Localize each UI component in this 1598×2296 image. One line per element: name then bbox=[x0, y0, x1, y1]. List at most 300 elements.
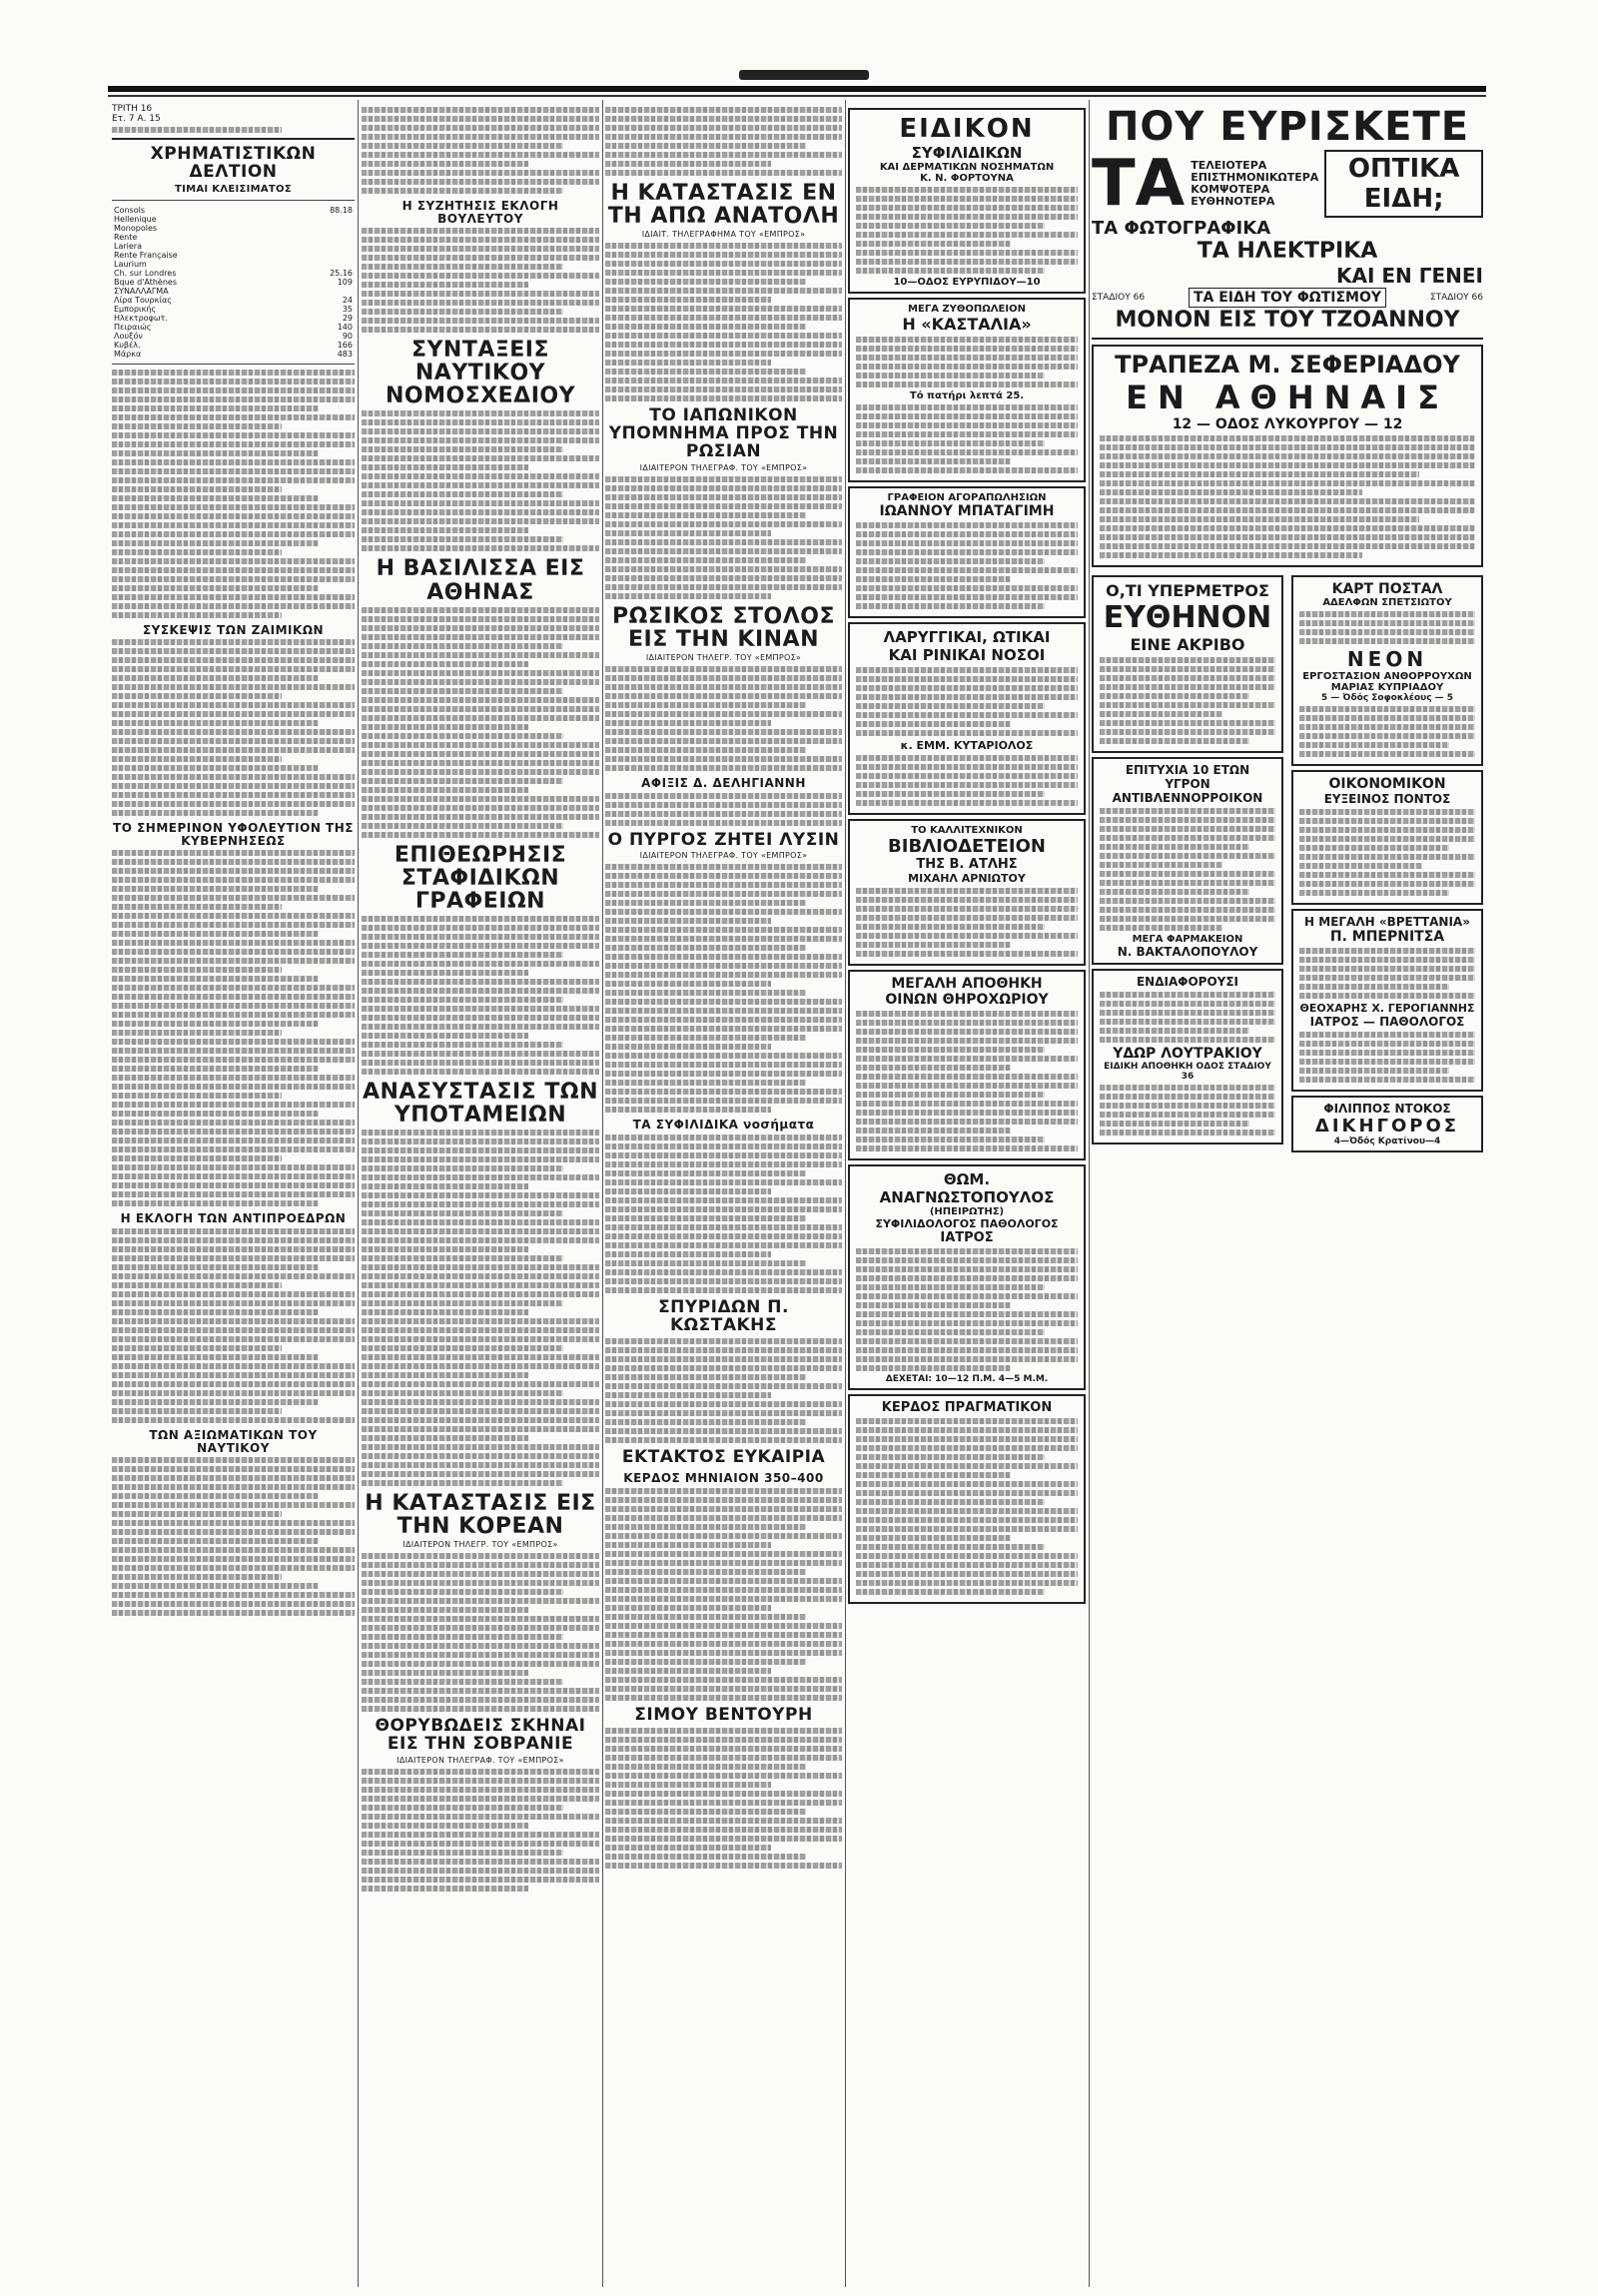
text-line bbox=[856, 540, 1078, 546]
ad-hours: ΔΕΧΕΤΑΙ: 10—12 Π.Μ. 4—5 Μ.Μ. bbox=[885, 1374, 1049, 1384]
ad-title: ΜΕΓΑ ΦΑΡΜΑΚΕΙΟΝ bbox=[1132, 934, 1243, 945]
text-line bbox=[856, 232, 1078, 238]
quote-name: Ch. sur Londres bbox=[114, 268, 177, 278]
text-line bbox=[362, 823, 563, 829]
text-line bbox=[112, 549, 282, 555]
quote-value: 166 bbox=[337, 340, 353, 350]
text-line bbox=[112, 1093, 282, 1099]
text-line bbox=[112, 558, 355, 564]
text-line bbox=[362, 1688, 599, 1694]
text-line bbox=[112, 1246, 355, 1252]
text-line bbox=[362, 1183, 528, 1189]
ad-title: ΙΩΑΝΝΟΥ ΜΠΑΤΑΓΙΜΗ bbox=[879, 503, 1055, 519]
text-line bbox=[362, 1264, 599, 1270]
text-line bbox=[856, 1436, 1078, 1442]
text-line bbox=[605, 990, 806, 996]
quote-row bbox=[112, 242, 355, 251]
quote-value bbox=[286, 242, 355, 251]
advertisement bbox=[1092, 575, 1283, 753]
text-line bbox=[856, 1481, 1078, 1487]
ad-only-at: ΜΟΝΟΝ ΕΙΣ ΤΟΥ ΤΖΟΑΝΝΟΥ bbox=[1115, 308, 1460, 333]
text-line bbox=[112, 693, 282, 699]
quote-value: 109 bbox=[337, 277, 353, 287]
text-line bbox=[856, 549, 1078, 555]
text-line bbox=[605, 1098, 842, 1104]
article-body bbox=[856, 404, 1078, 473]
text-line bbox=[856, 196, 1078, 202]
text-line bbox=[112, 450, 319, 456]
ad-title: ΕΥΞΕΙΝΟΣ ΠΟΝΤΟΣ bbox=[1323, 792, 1451, 806]
text-line bbox=[362, 1625, 599, 1631]
article-heading: ΑΦΙΞΙΣ Δ. ΔΕΛΗΓΙΑΝΝΗ bbox=[641, 775, 806, 790]
text-line bbox=[112, 513, 355, 519]
text-line bbox=[362, 455, 599, 461]
text-line bbox=[605, 1410, 842, 1416]
text-line bbox=[856, 703, 1045, 709]
text-line bbox=[362, 679, 599, 685]
ad-title: Η ΜΕΓΑΛΗ «ΒΡΕΤΤΑΝΙΑ» bbox=[1304, 915, 1470, 929]
text-line bbox=[605, 261, 842, 267]
text-line bbox=[362, 255, 599, 261]
text-line bbox=[112, 1493, 319, 1499]
text-line bbox=[856, 567, 1078, 573]
text-line bbox=[856, 1257, 1078, 1263]
text-line bbox=[605, 125, 842, 131]
text-line bbox=[605, 1026, 842, 1032]
text-line bbox=[112, 1390, 355, 1396]
ad-title: ΜΙΧΑΗΛ ΑΡΝΙΩΤΟΥ bbox=[908, 872, 1026, 885]
text-line bbox=[1299, 733, 1475, 739]
text-line bbox=[112, 1282, 282, 1288]
text-line bbox=[112, 639, 355, 645]
text-line bbox=[362, 1697, 599, 1703]
text-line bbox=[112, 801, 355, 807]
text-line bbox=[1100, 471, 1419, 477]
article-body bbox=[856, 888, 1078, 957]
text-line bbox=[112, 913, 355, 919]
quote-name: Lariera bbox=[114, 241, 142, 251]
quote-name: Laurium bbox=[114, 259, 147, 269]
text-line bbox=[362, 1769, 599, 1775]
text-line bbox=[362, 1480, 563, 1486]
quote-value: 140 bbox=[337, 322, 353, 332]
text-line bbox=[856, 888, 1078, 894]
text-line bbox=[112, 612, 282, 618]
text-line bbox=[362, 500, 599, 506]
ad-title: ΓΡΑΦΕΙΟΝ ΑΓΟΡΑΠΩΛΗΣΙΩΝ bbox=[887, 492, 1047, 503]
text-line bbox=[605, 1206, 842, 1212]
text-line bbox=[112, 1237, 355, 1243]
column-1 bbox=[112, 104, 355, 2281]
text-line bbox=[362, 237, 599, 243]
text-line bbox=[605, 566, 842, 572]
text-line bbox=[605, 1008, 842, 1014]
text-line bbox=[112, 904, 282, 910]
text-line bbox=[1299, 715, 1475, 721]
text-line bbox=[362, 1291, 599, 1297]
article-body bbox=[1100, 992, 1275, 1043]
text-line bbox=[112, 648, 355, 654]
text-line bbox=[856, 1311, 1078, 1317]
text-line bbox=[362, 952, 563, 958]
text-line bbox=[1100, 480, 1475, 486]
text-line bbox=[605, 936, 842, 942]
text-line bbox=[112, 603, 355, 609]
text-line bbox=[112, 756, 282, 762]
text-line bbox=[362, 1174, 599, 1180]
quote-name: Μάρκα bbox=[114, 349, 142, 359]
text-line bbox=[112, 396, 355, 402]
column-divider bbox=[1089, 100, 1090, 2287]
quote-name: Rente Française bbox=[114, 250, 178, 260]
article-body bbox=[1100, 808, 1275, 931]
text-line bbox=[1100, 1037, 1275, 1043]
ad-title: Η «ΚΑΣΤΑΛΙΑ» bbox=[902, 315, 1032, 334]
text-line bbox=[112, 414, 355, 420]
text-line bbox=[362, 1471, 599, 1477]
text-line bbox=[856, 906, 1078, 912]
text-line bbox=[362, 1300, 563, 1306]
text-line bbox=[605, 1605, 771, 1611]
text-line bbox=[362, 1562, 599, 1568]
quote-name: Consols bbox=[114, 205, 146, 215]
text-line bbox=[856, 942, 1011, 948]
text-line bbox=[605, 548, 842, 554]
text-line bbox=[112, 1030, 282, 1036]
text-line bbox=[362, 943, 599, 949]
text-line bbox=[856, 268, 1045, 274]
text-line bbox=[112, 1601, 355, 1607]
text-line bbox=[362, 1130, 599, 1136]
text-line bbox=[362, 1381, 599, 1387]
text-line bbox=[1100, 1130, 1275, 1136]
text-line bbox=[1299, 638, 1475, 644]
text-line bbox=[362, 264, 563, 270]
text-line bbox=[112, 567, 355, 573]
text-line bbox=[1100, 826, 1275, 832]
text-line bbox=[362, 1069, 599, 1075]
text-line bbox=[856, 1365, 1011, 1371]
text-line bbox=[605, 512, 806, 518]
ad-column-left bbox=[1092, 571, 1283, 1156]
text-line bbox=[856, 1580, 1078, 1586]
quote-row bbox=[112, 350, 355, 359]
article-body bbox=[856, 522, 1078, 609]
article-body bbox=[362, 228, 599, 333]
text-line bbox=[362, 1859, 599, 1865]
quote-value bbox=[286, 215, 355, 224]
ad-address: ΣΤΑΔΙΟΥ 66 bbox=[1429, 293, 1483, 303]
text-line bbox=[112, 783, 355, 789]
text-line bbox=[362, 1787, 599, 1793]
text-line bbox=[856, 755, 1078, 761]
text-line bbox=[605, 1188, 771, 1194]
text-line bbox=[362, 170, 599, 176]
ad-title: ΑΔΕΛΦΩΝ ΣΠΕΤΣΙΩΤΟΥ bbox=[1322, 597, 1452, 608]
text-line bbox=[362, 778, 563, 784]
text-line bbox=[1299, 872, 1475, 878]
text-line bbox=[112, 540, 319, 546]
ad-adjective-stack bbox=[1191, 160, 1318, 208]
text-line bbox=[1299, 890, 1449, 896]
quotes-table bbox=[112, 206, 355, 359]
text-line bbox=[112, 810, 319, 816]
text-line bbox=[856, 422, 1078, 428]
text-line bbox=[605, 945, 806, 951]
text-line bbox=[362, 1372, 528, 1378]
text-line bbox=[856, 1472, 1011, 1478]
text-line bbox=[856, 933, 1078, 939]
text-line bbox=[362, 1273, 599, 1279]
ad-electric: ΤΑ ΗΛΕΚΤΡΙΚΑ bbox=[1197, 239, 1378, 264]
text-line bbox=[362, 282, 528, 288]
text-line bbox=[605, 1755, 842, 1761]
text-line bbox=[362, 437, 599, 443]
text-line bbox=[112, 1511, 282, 1517]
text-line bbox=[112, 370, 355, 376]
article-body bbox=[362, 1769, 599, 1892]
text-line bbox=[605, 297, 771, 303]
text-line bbox=[605, 1773, 842, 1779]
text-line bbox=[362, 410, 599, 416]
text-line bbox=[362, 1327, 599, 1333]
text-line bbox=[112, 666, 355, 672]
article-body bbox=[112, 370, 355, 618]
text-line bbox=[1100, 844, 1249, 850]
text-line bbox=[605, 1524, 806, 1530]
text-line bbox=[112, 922, 355, 928]
text-line bbox=[605, 1614, 806, 1620]
text-line bbox=[112, 1147, 355, 1152]
text-line bbox=[856, 187, 1078, 193]
ad-title: ΕΙΝΕ ΑΚΡΙΒΟ bbox=[1130, 635, 1245, 654]
text-line bbox=[605, 1800, 842, 1806]
ad-title: ΣΥΦΙΛΙΔΙΚΩΝ bbox=[911, 144, 1023, 162]
text-line bbox=[605, 530, 771, 536]
text-line bbox=[112, 459, 355, 465]
text-line bbox=[362, 997, 563, 1003]
ad-title: ΣΥΦΙΛΙΔΟΛΟΓΟΣ ΠΑΘΟΛΟΓΟΣ bbox=[875, 1217, 1059, 1230]
text-line bbox=[605, 1764, 806, 1770]
text-line bbox=[856, 1092, 1045, 1098]
text-line bbox=[605, 1488, 842, 1494]
text-line bbox=[605, 891, 842, 897]
text-line bbox=[856, 413, 1078, 419]
advertisement bbox=[1092, 969, 1283, 1145]
text-line bbox=[112, 1457, 355, 1463]
text-line bbox=[362, 1778, 599, 1784]
text-line bbox=[856, 1284, 1045, 1290]
ad-title: ΕΝΔΙΑΦΟΡΟΥΣΙ bbox=[1136, 975, 1239, 989]
article-heading: ΣΙΜΟΥ ΒΕΝΤΟΥΡΗ bbox=[634, 1705, 813, 1726]
ad-title: ΘΕΟΧΑΡΗΣ Χ. ΓΕΡΟΓΙΑΝΝΗΣ bbox=[1299, 1002, 1475, 1015]
text-line bbox=[856, 467, 1078, 473]
text-line bbox=[362, 1652, 599, 1658]
article-body bbox=[856, 755, 1078, 806]
ad-optics-label: ΟΠΤΙΚΑ ΕΙΔΗ; bbox=[1324, 150, 1483, 218]
text-line bbox=[1100, 711, 1222, 717]
quote-row bbox=[112, 296, 355, 305]
article-body bbox=[362, 1553, 599, 1712]
ad-title: ΚΑΡΤ ΠΟΣΤΑΛ bbox=[1331, 581, 1443, 597]
text-line bbox=[1299, 724, 1475, 730]
text-line bbox=[856, 685, 1078, 691]
text-line bbox=[605, 793, 842, 799]
quote-name: Λουξόν bbox=[114, 331, 143, 341]
advertisement bbox=[1291, 909, 1483, 1092]
article-body bbox=[1299, 611, 1475, 644]
text-line bbox=[112, 1120, 355, 1126]
text-line bbox=[605, 747, 806, 753]
text-line bbox=[605, 1569, 806, 1575]
text-line bbox=[362, 1634, 563, 1640]
text-line bbox=[856, 730, 1078, 736]
text-line bbox=[362, 607, 599, 613]
text-line bbox=[112, 1228, 355, 1234]
text-line bbox=[112, 1300, 355, 1306]
article-body bbox=[1299, 706, 1475, 757]
text-line bbox=[362, 697, 599, 703]
text-line bbox=[605, 503, 842, 509]
article-body bbox=[605, 1488, 842, 1701]
page-number-mark bbox=[739, 70, 869, 80]
text-line bbox=[112, 504, 355, 510]
text-line bbox=[1299, 993, 1475, 999]
text-line bbox=[362, 300, 599, 306]
text-line bbox=[1100, 898, 1275, 904]
text-line bbox=[362, 742, 599, 748]
text-line bbox=[112, 1381, 355, 1387]
text-line bbox=[362, 1228, 599, 1234]
text-line bbox=[112, 1556, 355, 1562]
ad-address: ΣΤΑΔΙΟΥ 66 bbox=[1092, 293, 1146, 303]
text-line bbox=[605, 1782, 771, 1788]
text-line bbox=[856, 373, 1045, 379]
text-line bbox=[362, 1435, 528, 1441]
article-body bbox=[605, 1338, 842, 1443]
text-line bbox=[856, 1248, 1078, 1254]
text-line bbox=[362, 934, 599, 940]
text-line bbox=[856, 1544, 1045, 1550]
text-line bbox=[1100, 453, 1475, 459]
text-line bbox=[1100, 693, 1249, 699]
text-line bbox=[856, 558, 1045, 564]
quote-value: 25.16 bbox=[330, 268, 353, 278]
text-line bbox=[112, 1502, 355, 1508]
text-line bbox=[605, 1506, 842, 1512]
text-line bbox=[856, 337, 1078, 343]
text-line bbox=[362, 1051, 599, 1057]
text-line bbox=[362, 428, 599, 434]
text-line bbox=[1299, 1068, 1449, 1074]
text-line bbox=[605, 270, 842, 276]
text-line bbox=[112, 675, 319, 681]
text-line bbox=[605, 1242, 842, 1248]
text-line bbox=[112, 1182, 355, 1188]
quote-name: Rente bbox=[114, 232, 138, 242]
text-line bbox=[605, 1170, 806, 1176]
text-line bbox=[605, 1668, 771, 1674]
text-line bbox=[112, 1173, 355, 1179]
text-line bbox=[1299, 984, 1449, 990]
text-line bbox=[856, 1508, 1078, 1514]
text-line bbox=[605, 1144, 842, 1149]
text-line bbox=[605, 1224, 842, 1230]
text-line bbox=[362, 1589, 563, 1595]
ad-title: ΥΔΩΡ ΛΟΥΤΡΑΚΙΟΥ bbox=[1113, 1046, 1262, 1062]
text-line bbox=[362, 1850, 563, 1856]
text-line bbox=[856, 205, 1078, 211]
quote-value: 29 bbox=[342, 313, 353, 323]
text-line bbox=[362, 1408, 599, 1414]
ad-title: (ΗΠΕΙΡΩΤΗΣ) bbox=[929, 1206, 1005, 1217]
text-line bbox=[1299, 1059, 1475, 1065]
text-line bbox=[362, 545, 599, 551]
text-line bbox=[856, 440, 1045, 446]
ad-title: ΤΟ ΚΑΛΛΙΤΕΧΝΙΚΟΝ bbox=[911, 825, 1023, 836]
text-line bbox=[856, 458, 1011, 464]
text-line bbox=[856, 259, 1078, 265]
text-line bbox=[362, 152, 599, 158]
advertisement bbox=[848, 970, 1086, 1160]
text-line bbox=[362, 419, 599, 425]
text-line bbox=[362, 1453, 599, 1459]
text-line bbox=[856, 924, 1045, 930]
quote-value: 35 bbox=[342, 304, 353, 314]
ad-general: ΚΑΙ ΕΝ ΓΕΝΕΙ bbox=[1336, 264, 1483, 288]
text-line bbox=[362, 925, 599, 931]
text-line bbox=[362, 1246, 528, 1252]
text-line bbox=[112, 1592, 355, 1598]
text-line bbox=[1299, 881, 1475, 887]
text-line bbox=[605, 1809, 806, 1815]
text-line bbox=[362, 1417, 599, 1423]
text-line bbox=[856, 1083, 1078, 1089]
text-line bbox=[605, 521, 842, 527]
text-line bbox=[856, 1074, 1078, 1080]
ad-title: ΟΙΚΟΝΟΜΙΚΟΝ bbox=[1328, 776, 1446, 792]
text-line bbox=[1100, 543, 1475, 549]
text-line bbox=[362, 1345, 563, 1351]
text-line bbox=[112, 1012, 355, 1018]
text-line bbox=[362, 670, 599, 676]
text-line bbox=[362, 634, 599, 640]
text-line bbox=[362, 1390, 563, 1396]
article-body bbox=[605, 243, 842, 401]
text-line bbox=[1100, 1028, 1249, 1034]
article-body bbox=[856, 667, 1078, 736]
text-line bbox=[605, 1251, 771, 1257]
text-line bbox=[362, 1201, 599, 1207]
text-line bbox=[112, 1318, 355, 1324]
text-line bbox=[112, 877, 355, 883]
text-line bbox=[605, 1152, 842, 1158]
text-line bbox=[362, 527, 528, 533]
text-line bbox=[112, 949, 355, 955]
text-line bbox=[605, 1135, 842, 1141]
text-line bbox=[1100, 729, 1275, 735]
text-line bbox=[112, 441, 355, 447]
text-line bbox=[1299, 611, 1475, 617]
article-body bbox=[362, 107, 599, 194]
article-heading: Η ΣΥΖΗΤΗΣΙΣ ΕΚΛΟΓΗ ΒΟΥΛΕΥΤΟΥ bbox=[401, 199, 559, 226]
article-subheading: ΚΕΡΔΟΣ ΜΗΝΙΑΙΟΝ 350–400 bbox=[623, 1471, 824, 1486]
quote-row bbox=[112, 323, 355, 332]
text-line bbox=[605, 666, 842, 672]
text-line bbox=[856, 1490, 1078, 1496]
text-line bbox=[856, 1266, 1078, 1272]
article-subheading: ΙΔΙΑΙΤΕΡΟΝ ΤΗΛΕΓΡΑΦ. ΤΟΥ «ΕΜΠΡΟΣ» bbox=[397, 1756, 564, 1765]
